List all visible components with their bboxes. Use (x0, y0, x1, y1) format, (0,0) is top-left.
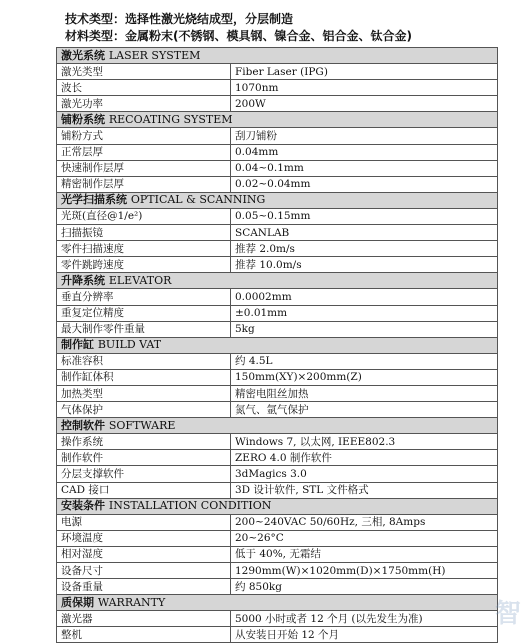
table-row (57, 321, 498, 337)
spec-label: 标准容积 (57, 353, 231, 369)
table-row (57, 402, 498, 418)
spec-label: 整机 (57, 627, 231, 643)
spec-label: 激光类型 (57, 64, 231, 80)
spec-value: 1070nm (231, 80, 498, 96)
section-title-cn: 升降系统 (61, 273, 105, 287)
section-title-cn: 铺粉系统 (61, 112, 105, 126)
table-row (57, 530, 498, 546)
section-title (57, 498, 498, 514)
table-row (57, 64, 498, 80)
section-title (57, 192, 498, 208)
section-title (57, 337, 498, 353)
table-row (57, 385, 498, 401)
section-title-cn: 安装条件 (61, 499, 105, 513)
spec-label: 垂直分辨率 (57, 289, 231, 305)
section-header (57, 337, 498, 353)
spec-value: Fiber Laser (IPG) (231, 64, 498, 80)
spec-value: 推荐 2.0m/s (231, 241, 498, 257)
spec-label: 分层支撑软件 (57, 466, 231, 482)
section-title-cn: 控制软件 (61, 418, 105, 432)
section-title-cn: 质保期 (61, 595, 94, 609)
spec-value: Windows 7, 以太网, IEEE802.3 (231, 434, 498, 450)
table-row (57, 369, 498, 385)
table-row (57, 353, 498, 369)
spec-value: 约 4.5L (231, 353, 498, 369)
section-title-en: WARRANTY (97, 595, 166, 609)
section-title-en: RECOATING SYSTEM (108, 112, 233, 126)
spec-value: 推荐 10.0m/s (231, 257, 498, 273)
spec-label: 扫描振镜 (57, 225, 231, 241)
spec-value: 20~26°C (231, 530, 498, 546)
spec-label: 设备重量 (57, 579, 231, 595)
spec-label: 制作软件 (57, 450, 231, 466)
spec-label: CAD 接口 (57, 482, 231, 498)
spec-value: 0.04mm (231, 144, 498, 160)
section-header (57, 418, 498, 434)
table-row (57, 305, 498, 321)
section-header (57, 273, 498, 289)
section-header (57, 192, 498, 208)
table-row (57, 80, 498, 96)
spec-value: 刮刀铺粉 (231, 128, 498, 144)
spec-table (56, 47, 498, 643)
table-row (57, 466, 498, 482)
spec-label: 相对湿度 (57, 546, 231, 562)
section-header (57, 595, 498, 611)
section-title-en: ELEVATOR (108, 273, 172, 287)
section-header (57, 112, 498, 128)
intro-block (65, 11, 412, 45)
spec-value: 低于 40%, 无霜结 (231, 546, 498, 562)
spec-value: ZERO 4.0 制作软件 (231, 450, 498, 466)
section-title (57, 112, 498, 128)
material-type-line: 材料类型：金属粉末(不锈钢、模具钢、镍合金、铝合金、钛合金) (65, 29, 412, 43)
spec-value: 约 850kg (231, 579, 498, 595)
table-row (57, 482, 498, 498)
tech-type-line: 技术类型：选择性激光烧结成型，分层制造 (65, 12, 294, 26)
section-title-cn: 光学扫描系统 (61, 193, 127, 207)
spec-value: ±0.01mm (231, 305, 498, 321)
spec-label: 正常层厚 (57, 144, 231, 160)
spec-value: 氮气、氩气保护 (231, 402, 498, 418)
spec-value: 从安装日开始 12 个月 (231, 627, 498, 643)
table-row (57, 434, 498, 450)
spec-label: 加热类型 (57, 385, 231, 401)
spec-label: 零件跳跨速度 (57, 257, 231, 273)
table-row (57, 96, 498, 112)
spec-label: 操作系统 (57, 434, 231, 450)
table-row (57, 241, 498, 257)
spec-label: 光斑(直径@1/e²) (57, 208, 231, 224)
section-title-en: INSTALLATION CONDITION (108, 499, 272, 513)
spec-label: 设备尺寸 (57, 563, 231, 579)
spec-label: 环境温度 (57, 530, 231, 546)
section-title (57, 418, 498, 434)
section-title-en: BUILD VAT (97, 338, 162, 352)
spec-label: 快速制作层厚 (57, 160, 231, 176)
spec-value: 0.04~0.1mm (231, 160, 498, 176)
spec-label: 重复定位精度 (57, 305, 231, 321)
watermark: 智 (494, 599, 523, 629)
table-row (57, 627, 498, 643)
spec-value: 精密电阻丝加热 (231, 385, 498, 401)
table-row (57, 144, 498, 160)
table-row (57, 128, 498, 144)
table-row (57, 225, 498, 241)
section-title-en: OPTICAL & SCANNING (130, 193, 266, 207)
spec-value: 3D 设计软件, STL 文件格式 (231, 482, 498, 498)
table-row (57, 514, 498, 530)
table-row (57, 579, 498, 595)
table-row (57, 563, 498, 579)
table-row (57, 176, 498, 192)
spec-label: 精密制作层厚 (57, 176, 231, 192)
spec-value: 150mm(XY)×200mm(Z) (231, 369, 498, 385)
section-title (57, 48, 498, 64)
table-row (57, 160, 498, 176)
section-header (57, 48, 498, 64)
table-row (57, 289, 498, 305)
spec-label: 波长 (57, 80, 231, 96)
section-title-en: LASER SYSTEM (108, 48, 201, 62)
spec-label: 电源 (57, 514, 231, 530)
spec-label: 零件扫描速度 (57, 241, 231, 257)
spec-value: 0.0002mm (231, 289, 498, 305)
table-row (57, 450, 498, 466)
spec-value: 0.02~0.04mm (231, 176, 498, 192)
table-row (57, 208, 498, 224)
section-title-cn: 激光系统 (61, 48, 105, 62)
section-title (57, 595, 498, 611)
spec-table-body (57, 48, 498, 643)
spec-value: 200~240VAC 50/60Hz, 三相, 8Amps (231, 514, 498, 530)
spec-value: 5kg (231, 321, 498, 337)
spec-label: 铺粉方式 (57, 128, 231, 144)
spec-label: 最大制作零件重量 (57, 321, 231, 337)
spec-label: 激光器 (57, 611, 231, 627)
spec-value: 3dMagics 3.0 (231, 466, 498, 482)
spec-value: 0.05~0.15mm (231, 208, 498, 224)
spec-value: 200W (231, 96, 498, 112)
table-row (57, 546, 498, 562)
table-row (57, 257, 498, 273)
spec-value: 1290mm(W)×1020mm(D)×1750mm(H) (231, 563, 498, 579)
table-row (57, 611, 498, 627)
spec-value: SCANLAB (231, 225, 498, 241)
spec-label: 气体保护 (57, 402, 231, 418)
section-header (57, 498, 498, 514)
section-title (57, 273, 498, 289)
spec-label: 制作缸体积 (57, 369, 231, 385)
section-title-en: SOFTWARE (108, 418, 176, 432)
spec-value: 5000 小时或者 12 个月 (以先发生为准) (231, 611, 498, 627)
section-title-cn: 制作缸 (61, 338, 94, 352)
spec-label: 激光功率 (57, 96, 231, 112)
